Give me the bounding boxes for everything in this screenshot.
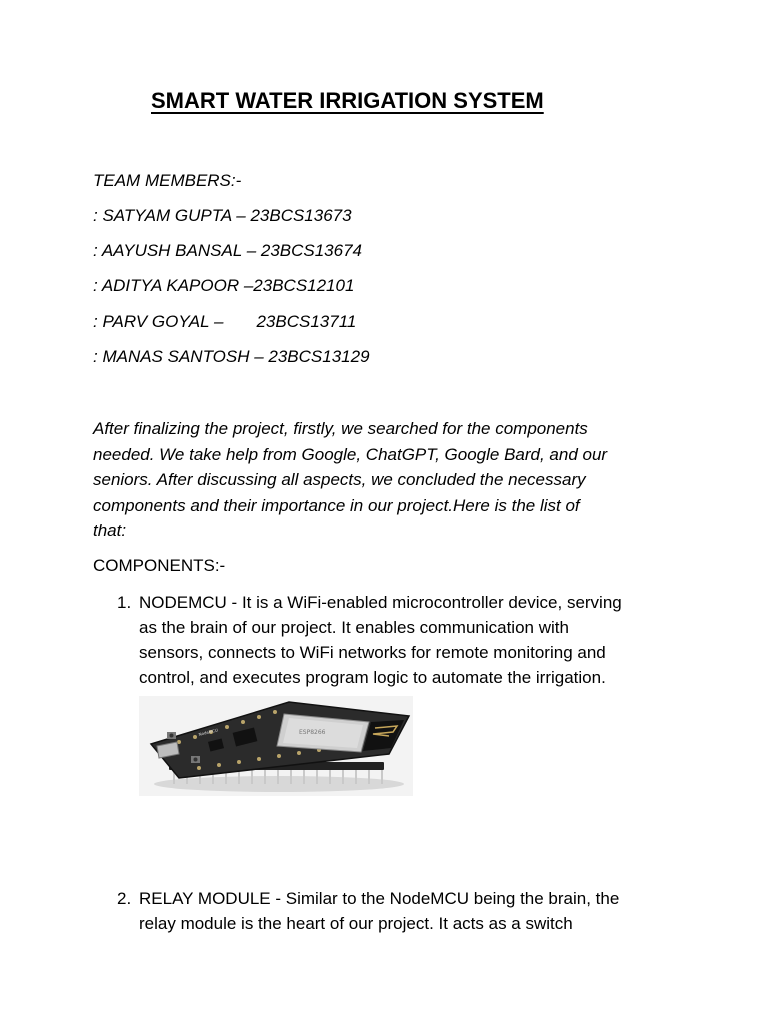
nodemcu-board-image <box>139 696 413 796</box>
description-line: control, and executes program logic to automate the irrigation. <box>139 668 606 687</box>
team-member: : AAYUSH BANSAL – 23BCS13674 <box>93 241 363 260</box>
components-heading: COMPONENTS:- <box>93 556 226 575</box>
intro-line: that: <box>93 521 127 540</box>
component-description <box>139 590 679 690</box>
intro-paragraph <box>93 416 673 544</box>
intro-line: seniors. After discussing all aspects, we concluded the necessary <box>93 470 586 489</box>
team-member: : MANAS SANTOSH – 23BCS13129 <box>93 347 370 366</box>
description-line: relay module is the heart of our project. It acts as a switch <box>139 914 573 933</box>
description-line: as the brain of our project. It enables communication with <box>139 618 569 637</box>
component-description <box>139 886 679 936</box>
team-member: : PARV GOYAL – 23BCS13711 <box>93 312 357 331</box>
svg-text:NodeMCU: NodeMCU <box>198 727 219 737</box>
intro-line: components and their importance in our project.Here is the list of <box>93 495 580 515</box>
intro-line: After finalizing the project, firstly, we searched for the components <box>93 419 588 438</box>
description-line: sensors, connects to WiFi networks for remote monitoring and <box>139 643 606 662</box>
intro-line: needed. We take help from Google, ChatGPT, Google Bard, and our <box>93 444 608 464</box>
document-title: SMART WATER IRRIGATION SYSTEM <box>151 88 544 113</box>
list-number: 1. <box>117 593 132 612</box>
description-line: NODEMCU - It is a WiFi-enabled microcontroller device, serving <box>139 593 622 612</box>
team-members-heading: TEAM MEMBERS:- <box>93 171 242 190</box>
list-number: 2. <box>117 889 132 908</box>
svg-text:ESP8266: ESP8266 <box>299 729 326 736</box>
team-member: : SATYAM GUPTA – 23BCS13673 <box>93 206 352 225</box>
team-member: : ADITYA KAPOOR –23BCS12101 <box>93 276 355 295</box>
description-line: RELAY MODULE - Similar to the NodeMCU being the brain, the <box>139 889 620 908</box>
